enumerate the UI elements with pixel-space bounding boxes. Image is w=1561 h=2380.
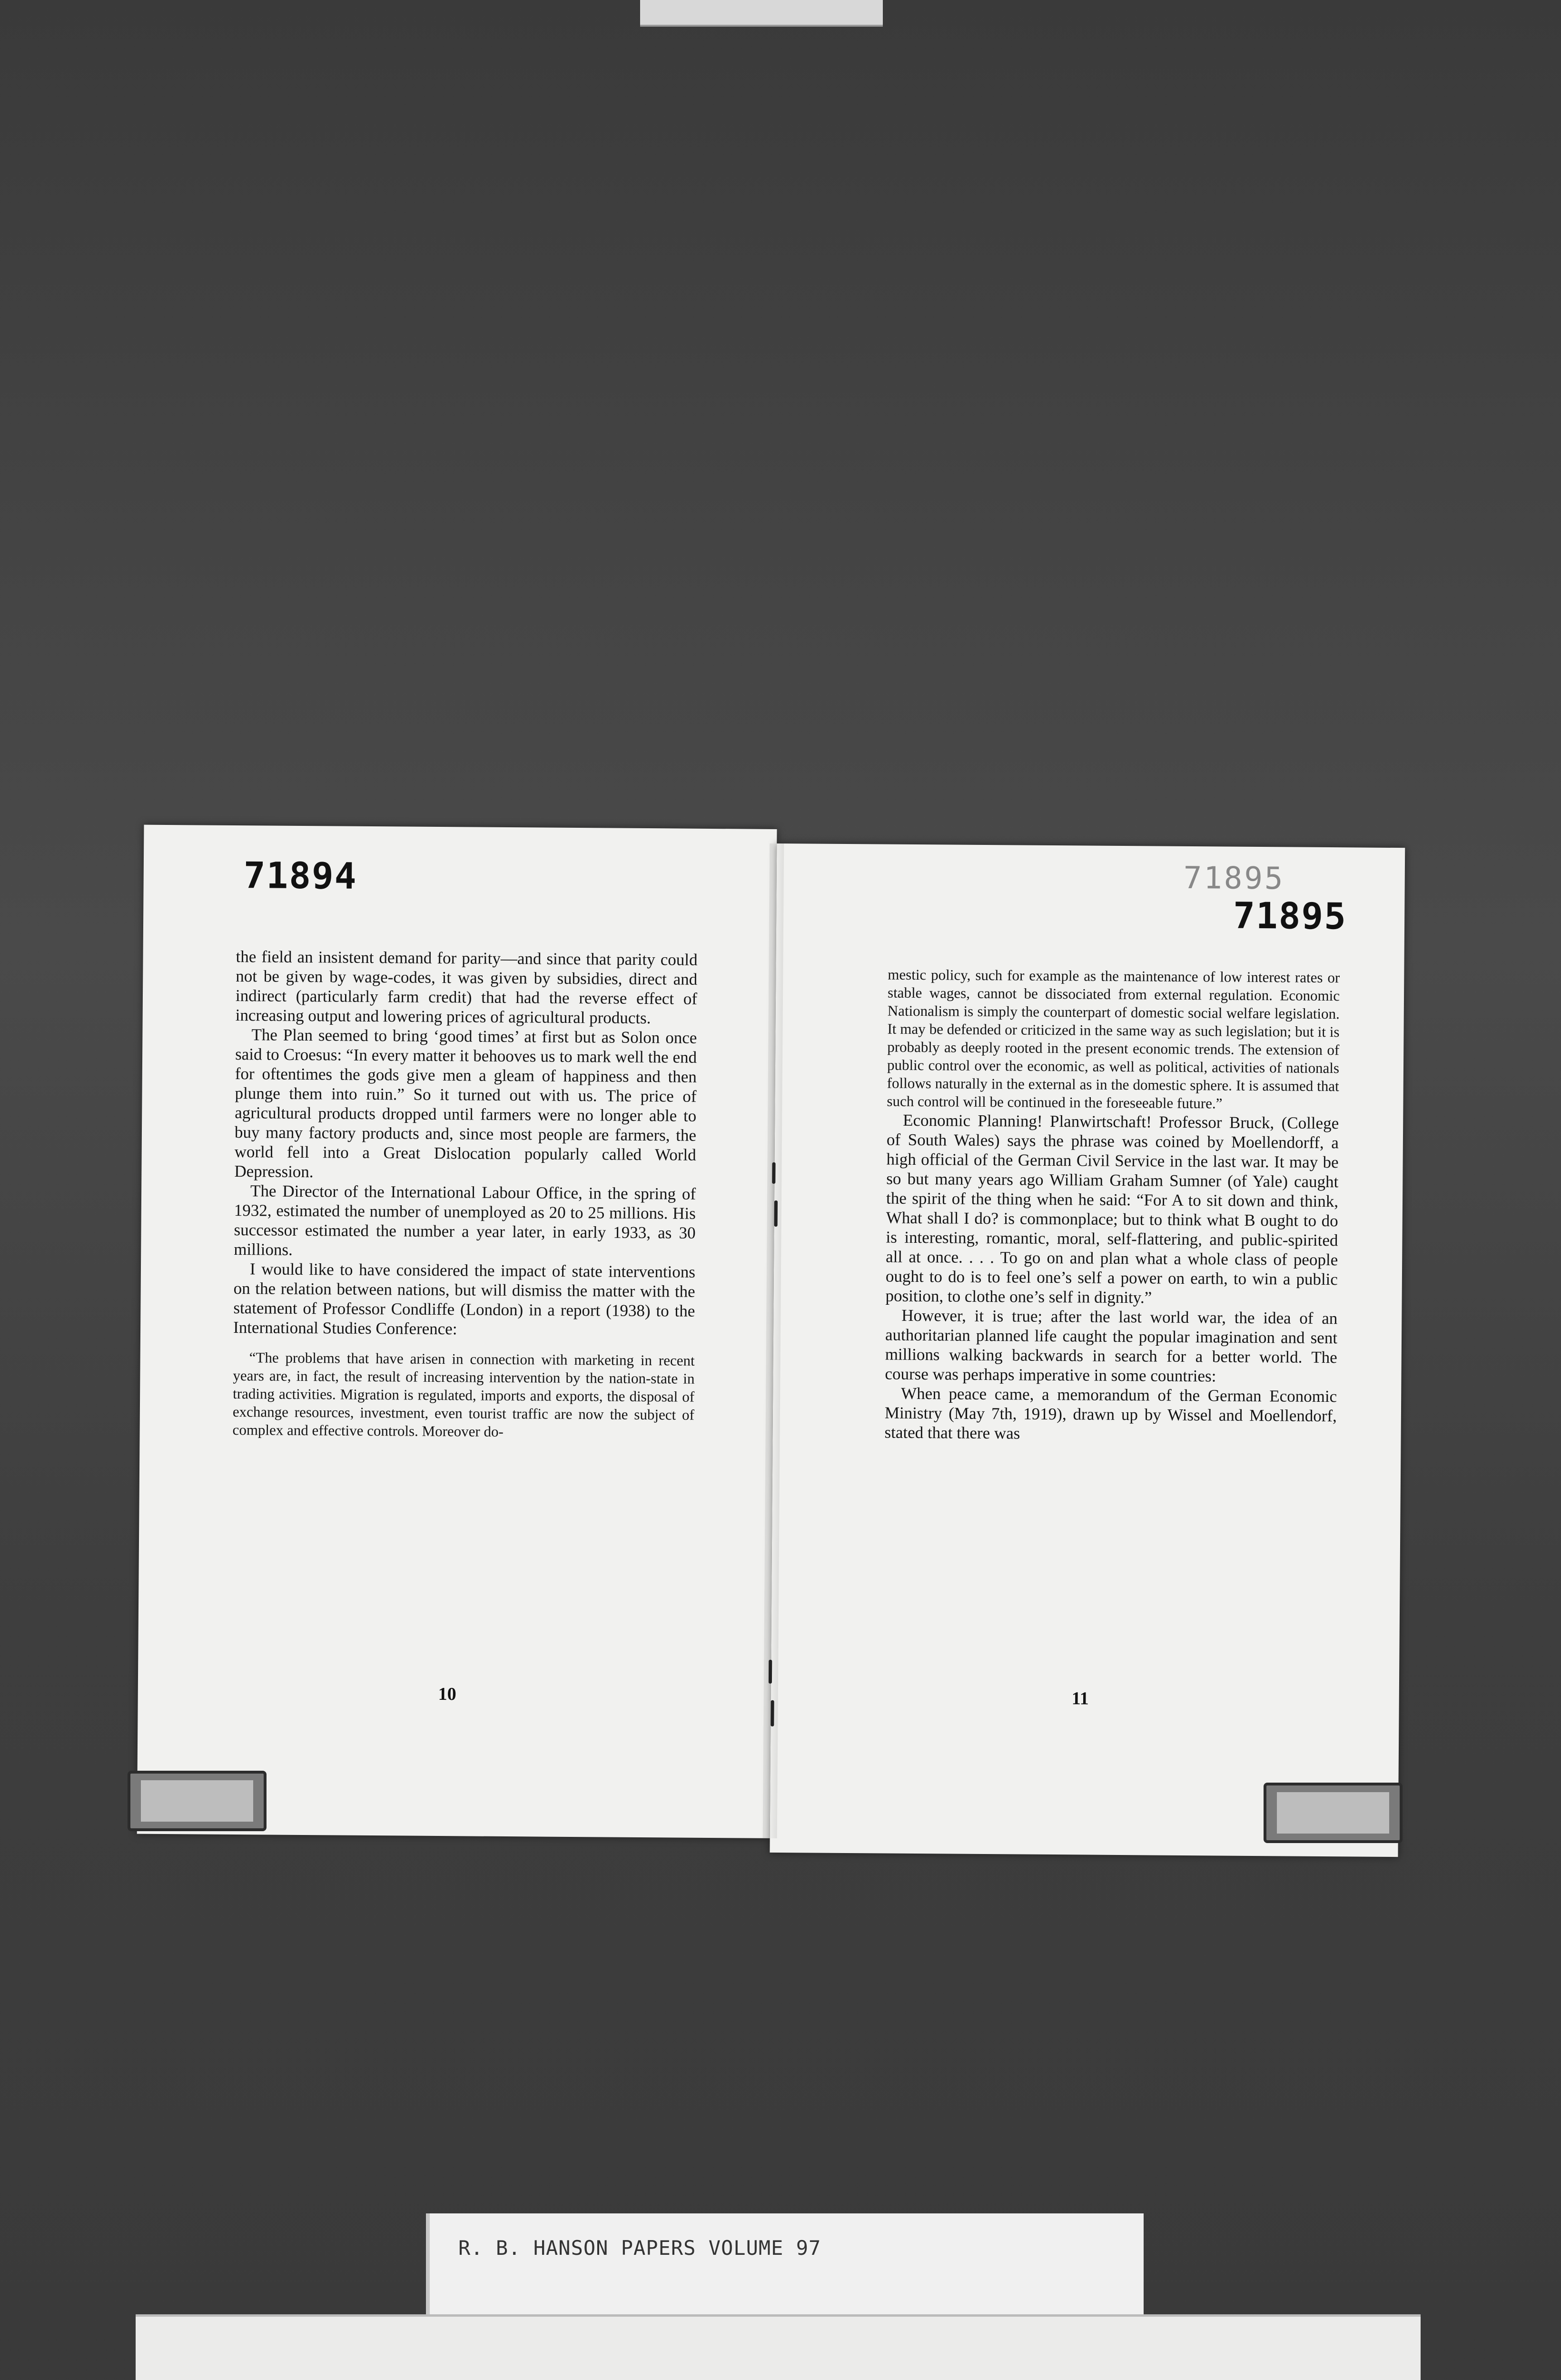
staple-mark xyxy=(771,1700,774,1726)
right-page xyxy=(770,843,1405,1857)
archives-label-card xyxy=(136,2314,1421,2380)
volume-label-strip xyxy=(426,2213,1144,2316)
left-page-text xyxy=(232,947,697,1442)
left-paragraph-1: the field an insistent demand for parity—and since that parity could not be given by wage-codes, it was given by subsidies, direct and indirect (particularly farm credit) that had the reverse effect of increasing output and lowering prices of agricultural products. xyxy=(235,947,698,1028)
right-folio-stamp: 71895 xyxy=(1233,894,1347,938)
right-paragraph-3: When peace came, a memorandum of the German Economic Ministry (May 7th, 1919), drawn up by Wissel and Moellendorf, stated that there was xyxy=(884,1384,1337,1443)
right-ghost-folio-stamp: 71895 xyxy=(1183,860,1285,897)
top-paper-tab xyxy=(640,0,883,27)
staple-mark xyxy=(774,1200,778,1227)
left-page-clip xyxy=(128,1771,267,1831)
right-paragraph-2: However, it is true; after the last world war, the idea of an authoritarian planned life caught the popular imagination and sent millions walking backwards in search for a better world. The course was perhaps imperative in some countries: xyxy=(885,1306,1338,1386)
left-paragraph-3: The Director of the International Labour Office, in the spring of 1932, estimated the number of unemployed as 20 to 25 millions. His successor estimated the number a year later, in early 1933, as 30 millions. xyxy=(234,1181,696,1259)
right-page-number: 11 xyxy=(1071,1688,1089,1709)
right-page-clip xyxy=(1264,1783,1403,1843)
staple-mark xyxy=(772,1162,775,1184)
left-paragraph-2: The Plan seemed to bring ‘good times’ at first but as Solon once said to Croesus: “In every matter it behooves us to mark well the end for oftentimes the gods give men a gleam of happiness and then plunge them into ruin.” So it turned out with us. The price of agricultural products dropped until farmers were no longer able to buy many factory products and, since most people are farmers, the world fell into a Great Dislocation popularly called World Depression. xyxy=(234,1025,697,1181)
right-paragraph-1: Economic Planning! Planwirtschaft! Professor Bruck, (College of South Wales) says the phrase was coined by Moellendorff, a high official of the German Civil Service in the last war. It may be so but many years ago William Graham Sumner (of Yale) caught the spirit of the thing when he said: “For A to sit down and think, What shall I do? is commonplace; but to think what B ought to do is interesting, romantic, moral, self-flattering, and public-spirited all at once. . . . To go on and plan what a whole class of people ought to do is to feel one’s self a power on earth, to win a public position, to clothe one’s self in dignity.” xyxy=(885,1111,1339,1307)
right-page-text xyxy=(884,966,1340,1446)
right-quote-continued: mestic policy, such for example as the maintenance of low interest rates or stable wages, cannot be dissociated from external regulation. Economic Nationalism is simply the counterpart of domestic social welfare legislation. It may be defended or criticized in the same way as such legislation; but it is probably as deeply rooted in the present economic trends. The extension of public control over the economic, as well as political, activities of nationals follows naturally in the external as in the domestic sphere. It is assumed that such control will be continued in the foreseeable future.” xyxy=(887,966,1340,1112)
left-folio-stamp: 71894 xyxy=(243,854,357,897)
left-block-quote: “The problems that have arisen in connection with marketing in recent years are, in fact, the result of increasing intervention by the nation-state in trading activities. Migration is regulated, imports and exports, the disposal of exchange resources, investment, even tourist traffic are now the subject of complex and effective controls. Moreover do- xyxy=(232,1349,695,1440)
open-booklet xyxy=(137,825,1422,1853)
volume-label: R. B. HANSON PAPERS VOLUME 97 xyxy=(458,2236,821,2260)
left-page-number: 10 xyxy=(438,1684,456,1705)
left-paragraph-4: I would like to have considered the impact of state interventions on the relation between nations, but will dismiss the matter with the statement of Professor Condliffe (London) in a report (1938) to the International Studies Conference: xyxy=(233,1259,696,1339)
staple-mark xyxy=(769,1660,772,1684)
left-page xyxy=(137,825,777,1838)
